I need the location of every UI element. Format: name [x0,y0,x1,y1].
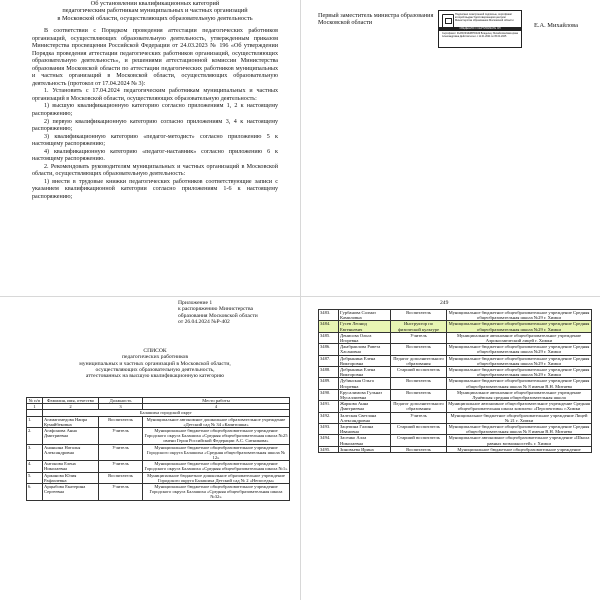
row-number: 2. [27,428,43,445]
job-title: Учитель [99,484,143,501]
workplace: Муниципальное бюджетное общеобразовательное учреждение Городского округа Балашиха «Средняя общеобразовательная школа №1» [144,461,288,472]
list-title-main: СПИСОК [143,348,167,354]
row-number: 3490. [319,389,339,400]
person-name: Агамагомедова Наира Кумайбековна [43,416,99,427]
column-number: 1 [27,404,43,410]
person-name: Аржанова Юлия Рафаэлевна [43,472,99,483]
table-row [27,484,290,501]
list-title [30,348,280,379]
continuation-table [318,309,592,453]
stamp-details: Сертификат: 01A8C3F2E0B7D4A9 Владелец: Михайлова Екатерина Александровна Действителен: с 11.01.2024 по 05.04.2025 [442,32,519,38]
job-title: Воспитатель [391,446,447,452]
list-subtitle-line: аттестованных на высшую квалификационную категорию [85,373,225,380]
list-subtitle-line: муниципальных и частных организаций в Московской области, [79,360,231,367]
appendix-table [26,397,290,501]
workplace: Муниципальное бюджетное общеобразовательное учреждение Городского округа Балашиха «Средняя общеобразовательная школа №32» [143,484,290,501]
appendix-header-line: от 26.04.2024 №Р-402 [178,318,230,325]
order-title [32,0,278,22]
job-title: Учитель [99,444,143,461]
person-name: Дубинская Ольга Игоревна [339,378,391,389]
job-title: Учитель [99,461,143,472]
row-number: 3494. [319,435,339,446]
order-sub-1: 1) высшую квалификационную категорию согласно приложениям 1, 2 к настоящему распоряжению; [32,103,278,118]
workplace: Муниципальное бюджетное общеобразовательное учреждение Средняя общеобразовательная школа №29 г. Химки [447,344,592,355]
column-number: 4 [143,404,290,410]
table-row [319,435,592,446]
order-title-line: в Московской области, осуществляющих образовательную деятельность [57,14,253,22]
person-name: Жаркова Анна Дмитриевна [339,401,391,412]
table-row [319,401,592,412]
workplace: Муниципальное бюджетное общеобразовательное учреждение Лицей № 21 г. Химки [447,412,592,423]
order-title-line: педагогическим работникам муниципальных и частных организаций [62,7,248,15]
table-row [27,472,290,483]
row-number: 3. [27,444,43,461]
column-header: № п/п [27,398,43,404]
signer-position: Первый заместитель министра образования Московской области [318,12,434,27]
table-row [319,412,592,423]
job-title: Учитель [99,428,143,445]
person-name: Залеская Светлана Александровна [339,412,391,423]
row-number: 3492. [319,412,339,423]
table-row [319,344,592,355]
order-sub-4: 4) квалификационную категорию «педагог-наставник» согласно приложению 6 к настоящему распоряжению. [32,148,278,163]
person-name: Засенко Алла Николаевна [339,435,391,446]
stamp-bar: СВЕДЕНИЯ О СЕРТИФИКАТЕ ЭП [439,27,521,31]
workplace: Муниципальное бюджетное общеобразовательное учреждение Городского округа Балашиха «Средняя общеобразовательная школа № 12» [143,444,290,461]
job-title: Воспитатель [391,389,447,400]
person-name: Агафонова Анна Дмитриевна [43,428,99,445]
page-number: 249 [440,300,449,306]
row-number: 3485. [319,332,339,343]
appendix-header [178,300,288,325]
page-divider-vertical [300,0,301,600]
job-title: Педагог дополнительного образования [391,401,447,412]
job-title: Учитель [391,332,447,343]
order-item-1: 1. Установить с 17.04.2024 педагогическим работникам муниципальных и частных организаций в Московской области, осуществляющих образовательную деятельность: [32,88,278,102]
workplace: Муниципальное бюджетное общеобразовательное учреждение Средняя общеобразовательная школа №29 г. Химки [447,367,592,378]
certificate-icon [442,14,454,28]
row-number: 3484. [319,321,339,332]
row-number: 3486. [319,344,339,355]
person-name: Гурбанова Солмаз Камиловна [339,310,391,321]
column-number: 3 [99,404,143,410]
job-title: Воспитатель [391,378,447,389]
person-name: Арцыбова Екатерина Сергеевна [43,484,99,501]
person-name: Зацепина Галина Ивановна [339,424,391,435]
table-row [319,332,592,343]
row-number: 5. [27,472,43,483]
signer-name: Е.А. Михайлова [534,22,578,29]
table-row [319,310,592,321]
column-header: Место работы [143,398,290,404]
person-name: Ерусалимова Гульназ Мусаллиевна [339,389,391,400]
job-title: Педагог дополнительного образования [391,355,447,366]
row-number: 3491. [319,401,339,412]
job-title: Старший воспитатель [391,435,447,446]
workplace: Муниципальное автономное дошкольное образовательное учреждение «Детский сад № 34 «Капитошка» [143,416,290,427]
column-header: Должность [99,398,143,404]
order-sub-3: 3) квалификационную категорию «педагог-методист» согласно приложению 5 к настоящему распоряжению; [32,133,278,148]
person-name: Добрынина Елена Викторовна [339,355,391,366]
job-title: Воспитатель [391,310,447,321]
table-row [319,321,592,332]
table-row [319,424,592,435]
workplace: Муниципальное бюджетное общеобразовательное учреждение [447,446,592,452]
workplace: Муниципальное бюджетное общеобразовательное учреждение Городского округа Балашиха «Средняя общеобразовательная школа №25 имени Героя Российской Федерации А.С. Ситникова» [144,428,288,444]
district-name: Балашиха городской округ [43,410,290,416]
order-body [32,28,278,202]
person-name: Ананьина Наталья Александровна [43,444,99,461]
workplace: Муниципальное бюджетное общеобразовательное учреждение Средняя общеобразовательная школа №29 г. Химки [447,321,592,332]
page-divider-horizontal [0,296,600,297]
workplace: Муниципальное автономное общеобразовательное учреждение Лунёвская средняя общеобразовательная школа [447,389,592,400]
appendix-header-line: Приложение 1 [178,300,213,306]
row-number: 4. [27,461,43,472]
job-title: Воспитатель [391,344,447,355]
job-title: Учитель [391,412,447,423]
person-name: Зиновьева Ирина [339,446,391,452]
order-sub-2: 2) первую квалификационную категорию согласно приложениям 3, 4 к настоящему распоряжению; [32,118,278,133]
job-title: Воспитатель [99,416,143,427]
person-name: Джабраилова Равета Хасановна [339,344,391,355]
table-row [27,444,290,461]
appendix-header-line: к распоряжению Министерства [178,306,254,313]
table-row [27,461,290,472]
job-title: Старший воспитатель [391,424,447,435]
workplace: Муниципальное бюджетное общеобразовательное учреждение Средняя общеобразовательная школа №29 г. Химки [447,310,592,321]
job-title: Старший воспитатель [391,367,447,378]
column-number: 2 [43,404,99,410]
table-row [319,378,592,389]
workplace: Муниципальное бюджетное общеобразовательное учреждение Средняя общеобразовательная школа № 8 имени В.Н. Митяева [447,424,592,435]
order-preamble: В соответствии с Порядком проведения аттестации педагогических работников организаций, осуществляющих образовательную деятельность, утвержденным приказом Министерства просвещения Российской Федерации от 24.03.2023 № 196 «Об утверждении Порядка проведения аттестации педагогических работников организаций, осуществляющих образовательную деятельность», и решениями аттестационной комиссии Министерства образования Московской области по аттестации педагогических работников муниципальных и частных организаций в Московской области, осуществляющих образовательную деятельность (протокол от 17.04.2024 № 3): [32,28,278,87]
order-item-2: 2. Рекомендовать руководителям муниципальных и частных организаций в Московской области, осуществляющих образовательную деятельность: [32,163,278,178]
row-number: 3487. [319,355,339,366]
job-title: Инструктор по физической культуре [391,321,447,332]
row-number: 3483. [319,310,339,321]
row-number: 3493. [319,424,339,435]
electronic-signature-stamp [438,10,522,48]
order-item-2-1: 1) внести в трудовые книжки педагогических работников соответствующие записи с указанием квалификационной категории согласно приложениям 1-6 к настоящему распоряжению; [32,178,278,201]
table-row [27,428,290,445]
workplace: Муниципальное бюджетное общеобразовательное учреждение Средняя общеобразовательная школа № 8 имени В.Н. Митяева [447,378,592,389]
person-name: Добрынина Елена Викторовна [339,367,391,378]
table-row [27,416,290,427]
table-row [319,355,592,366]
list-subtitle-line: осуществляющих образовательную деятельность, [95,366,215,373]
row-number: 3489. [319,378,339,389]
person-name: Денисова Ольга Игоревна [339,332,391,343]
workplace: Муниципальное автономное общеобразовательное учреждение «Школа равных возможностей» г. Химки [447,435,592,446]
order-title-line: Об установлении квалификационных категорий [90,0,220,7]
column-header: Фамилия, имя, отчество [43,398,99,404]
appendix-header-line: образования Московской области [178,312,258,319]
job-title: Воспитатель [99,472,143,483]
list-subtitle-line: педагогических работников [122,354,188,361]
workplace: Муниципальное автономное общеобразовательное учреждение Аэрокосмический лицей г. Химки [447,332,592,343]
row-number: 1. [27,416,43,427]
row-number: 3488. [319,367,339,378]
row-number: 6. [27,484,43,501]
workplace: Муниципальное бюджетное дошкольное образовательное учреждение Городского округа Балашиха Детский сад № 2 «Непоседы» [143,472,290,483]
table-row [319,446,592,452]
person-name: Гусев Леонид Евгеньевич [339,321,391,332]
table-row [319,367,592,378]
workplace: Муниципальное автономное общеобразовательное учреждение Средняя общеобразовательная школа комплекс «Перспектива» г.Химки [448,401,590,412]
person-name: Антонова Елена Николаевна [43,461,99,472]
table-row [319,389,592,400]
workplace: Муниципальное бюджетное общеобразовательное учреждение Средняя общеобразовательная школа №29 г. Химки [447,355,592,366]
row-number: 3495. [319,446,339,452]
stamp-text: Подписано электронной подписью, сертификат которой выдан Удостоверяющим центром Министерства образования Московской области [455,13,514,23]
